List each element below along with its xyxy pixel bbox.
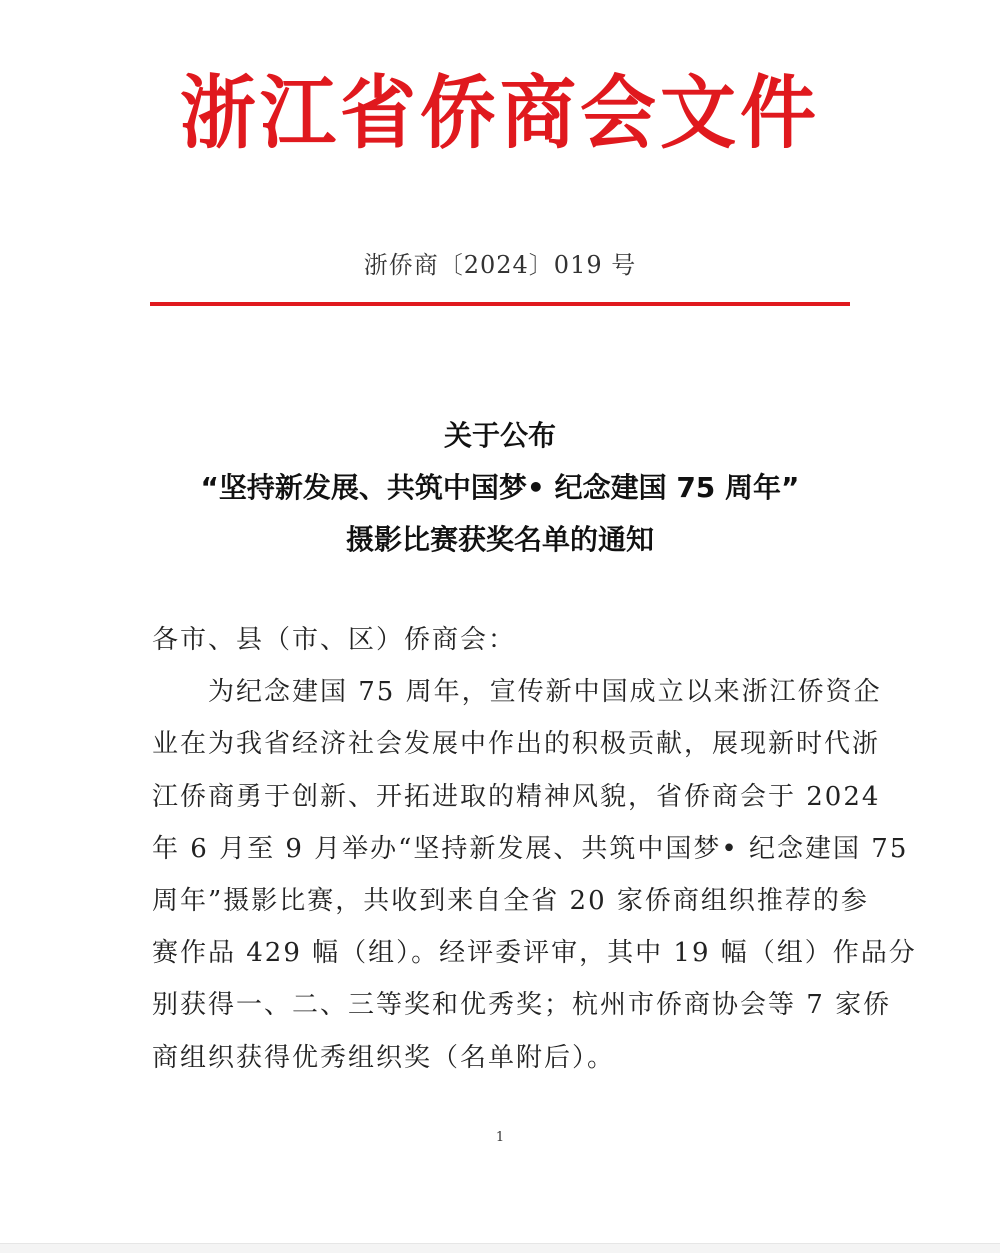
body-line: 业在为我省经济社会发展中作出的积极贡献，展现新时代浙 (152, 729, 881, 760)
body-line: 为纪念建国 75 周年，宣传新中国成立以来浙江侨资企 (208, 677, 882, 708)
body-line: 江侨商勇于创新、开拓进取的精神风貌，省侨商会于 2024 (152, 781, 881, 812)
body-line: 商组织获得优秀组织奖（名单附后）。 (152, 1042, 616, 1073)
body-line: 赛作品 429 幅（组）。经评委评审，其中 19 幅（组）作品分 (152, 938, 917, 969)
body-line: 周年”摄影比赛，共收到来自全省 20 家侨商组织推荐的参 (152, 886, 869, 917)
notice-title-line-2: “坚持新发展、共筑中国梦• 纪念建国 75 周年” (200, 471, 800, 504)
notice-title-line-3: 摄影比赛获奖名单的通知 (345, 523, 654, 556)
salutation: 各市、县（市、区）侨商会： (152, 625, 517, 655)
page-number: 1 (495, 1130, 505, 1145)
body-line: 年 6 月至 9 月举办“坚持新发展、共筑中国梦• 纪念建国 75 (152, 833, 909, 864)
notice-title-line-1: 关于公布 (443, 419, 556, 452)
red-divider-line (150, 302, 850, 306)
document-header-title: 浙江省侨商会文件 (180, 65, 820, 160)
document-number: 浙侨商〔2024〕019 号 (363, 251, 637, 279)
notice-body (152, 614, 917, 1084)
notice-title (0, 410, 1000, 566)
body-line: 别获得一、二、三等奖和优秀奖；杭州市侨商协会等 7 家侨 (152, 990, 892, 1021)
